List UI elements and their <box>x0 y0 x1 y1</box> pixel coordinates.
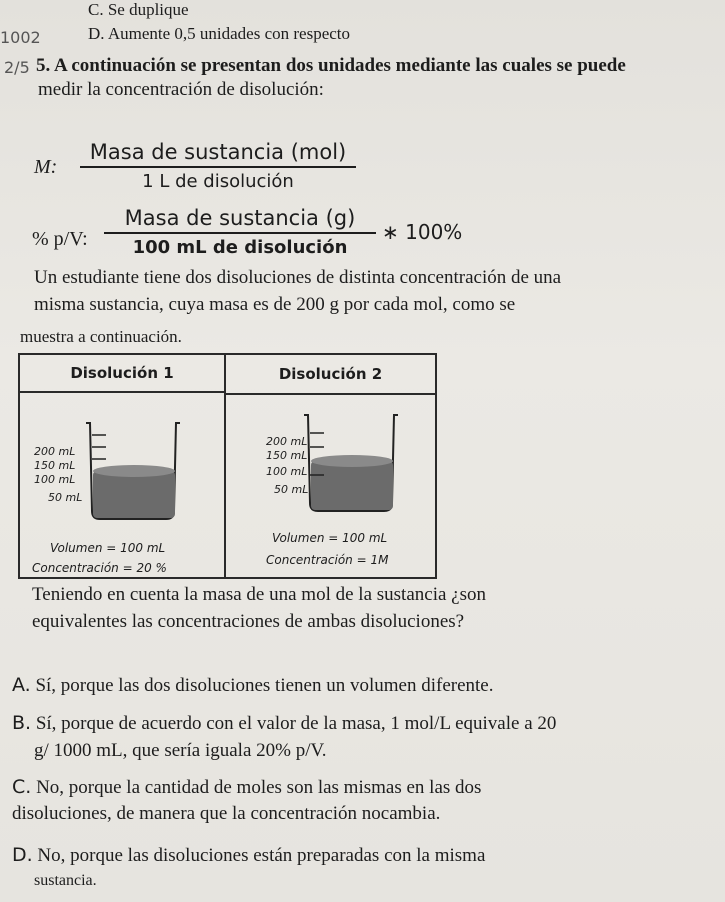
sol2-concentration: Concentración = 1M <box>266 553 389 567</box>
formula-pv-label: % p/V: <box>32 228 88 250</box>
option-letter: A. <box>12 674 31 696</box>
formula-m-numerator: Masa de sustancia (mol) <box>89 140 347 164</box>
answer-option-b[interactable] <box>12 710 556 737</box>
option-text: No, porque las disoluciones están preparadas con la misma <box>37 845 486 866</box>
sol1-volume: Volumen = 100 mL <box>50 541 166 555</box>
option-letter: B. <box>12 712 32 734</box>
sol2-mark: 200 mL <box>266 435 308 448</box>
prev-option-d: D. Aumente 0,5 unidades con respecto <box>88 24 351 43</box>
option-text: Sí, porque las dos disoluciones tienen un volumen diferente. <box>35 675 494 696</box>
solutions-table <box>18 353 437 579</box>
sol1-mark: 200 mL <box>34 445 76 458</box>
stem-line: Un estudiante tiene dos disoluciones de distinta concentración de una <box>34 267 562 288</box>
answer-option-d-cont: sustancia. <box>34 872 97 889</box>
answer-option-c-cont: disoluciones, de manera que la concentración nocambia. <box>12 803 441 824</box>
sol1-mark: 150 mL <box>34 459 76 472</box>
sol2-mark: 50 mL <box>274 483 309 496</box>
stem-line: misma sustancia, cuya masa es de 200 g por cada mol, como se <box>34 294 516 315</box>
sol1-mark: 50 mL <box>48 491 83 504</box>
answer-option-d[interactable] <box>12 842 485 869</box>
question-prompt: equivalentes las concentraciones de ambas disoluciones? <box>32 611 465 632</box>
question-prompt: Teniendo en cuenta la masa de una mol de la sustancia ¿son <box>32 584 486 605</box>
sol2-volume: Volumen = 100 mL <box>272 531 388 545</box>
formula-pv-numerator: Masa de sustancia (g) <box>124 206 356 230</box>
option-letter: D. <box>12 844 33 866</box>
table-divider <box>224 391 226 577</box>
option-text: Sí, porque de acuerdo con el valor de la masa, 1 mol/L equivale a 20 <box>35 713 557 734</box>
sol1-concentration: Concentración = 20 % <box>32 561 167 575</box>
answer-option-a[interactable] <box>12 672 493 699</box>
option-letter: C. <box>12 776 32 798</box>
formula-pv-fraction <box>104 206 376 258</box>
sol1-mark: 100 mL <box>34 473 76 486</box>
margin-note: 1002 <box>0 28 41 47</box>
prev-option-c: C. Se duplique <box>88 0 189 19</box>
solution-2-surface <box>311 455 393 467</box>
table-header-solution-2: Disolución 2 <box>226 355 435 395</box>
formula-m-fraction <box>80 140 356 192</box>
solution-2-liquid <box>311 461 393 510</box>
beaker-2-icon <box>296 411 406 521</box>
formula-pv-denominator: 100 mL de disolución <box>132 237 348 258</box>
sol2-mark: 150 mL <box>266 449 308 462</box>
question-intro-line2: medir la concentración de disolución: <box>38 79 324 100</box>
table-header-solution-1: Disolución 1 <box>20 355 226 393</box>
question-intro: 5. A continuación se presentan dos unidades mediante las cuales se puede <box>36 55 626 76</box>
answer-option-b-cont: g/ 1000 mL, que sería iguala 20% p/V. <box>34 740 327 761</box>
formula-m-label: M: <box>34 156 58 178</box>
beaker-1-icon <box>78 419 188 529</box>
option-text: No, porque la cantidad de moles son las mismas en las dos <box>36 777 482 798</box>
solution-1-liquid <box>93 471 175 518</box>
sol2-mark: 100 mL <box>266 465 308 478</box>
answer-option-c[interactable] <box>12 774 481 801</box>
formula-pv-multiplier: ∗ 100% <box>382 220 463 244</box>
margin-note: 2/5 <box>4 58 30 77</box>
solution-1-surface <box>93 465 175 477</box>
formula-m-denominator: 1 L de disolución <box>142 171 294 192</box>
stem-line: muestra a continuación. <box>20 327 182 346</box>
